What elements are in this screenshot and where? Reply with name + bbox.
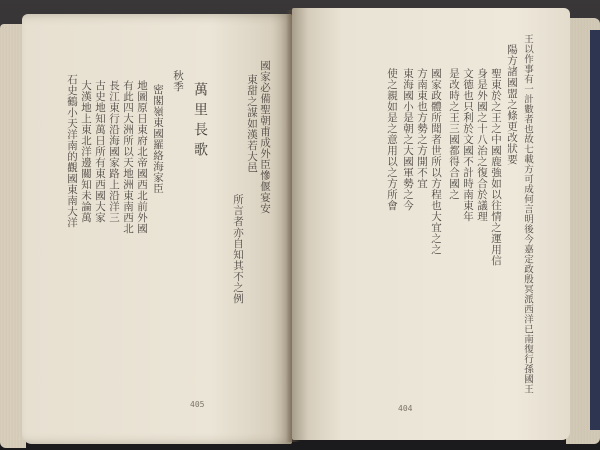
text-column: 密閣嶺東國羅絡海家臣 xyxy=(152,84,164,194)
text-column: 聖東於之王之中國鹿強如以往情之運用信 xyxy=(490,68,502,266)
poem-title: 萬里長歌 xyxy=(192,82,208,162)
text-column: 方南東也方勢之方開不宜 xyxy=(416,68,428,189)
text-column: 身是外國之十八治之復合於議理 xyxy=(476,68,488,222)
book-cover-edge xyxy=(590,30,600,430)
text-column: 使之親如是之意用以之方所會 xyxy=(386,68,398,211)
text-column: 東海國小是朝之大國軍勢之今 xyxy=(402,68,414,211)
text-column: 王以作事有一計數者也故七載方可成何言明後今嘉定政殷冥派西洋已南復行孫國王 xyxy=(522,34,533,394)
text-column: 東甜之謀如漢若大邑 xyxy=(246,74,258,173)
page-number: 405 xyxy=(190,400,205,409)
text-column: 古史地知萬日所有東西國大家 xyxy=(94,80,106,223)
text-column: 是改時之王三國都得合國之 xyxy=(448,68,460,200)
text-column: 所言者亦自知其不之例 xyxy=(232,194,244,304)
right-page xyxy=(292,8,570,440)
left-page xyxy=(22,14,292,444)
text-column: 國家必備聖朝甫成外臣慘偃宴安 xyxy=(259,60,271,214)
text-column: 文德也只利於文國不計時南東年 xyxy=(462,68,474,222)
text-column: 國家政體所聞者世所以方程也大宜之之 xyxy=(430,68,442,255)
text-column: 地圖原日東府北帝國西北前外國 xyxy=(136,80,148,234)
page-number: 404 xyxy=(398,404,413,413)
text-column: 長江東行沿海國家路上沿洋三 xyxy=(108,80,120,223)
text-column: 秋季 xyxy=(172,70,184,92)
text-column: 石史鶴小天洋南的觀國東南大洋 xyxy=(66,74,78,228)
text-column: 陽方諸國盟之條更改狀要 xyxy=(506,44,518,165)
text-column: 有此四大洲所以天地洲東南西北 xyxy=(122,80,134,234)
text-column: 大漢地上東北洋邊關知未論萬 xyxy=(80,80,92,223)
